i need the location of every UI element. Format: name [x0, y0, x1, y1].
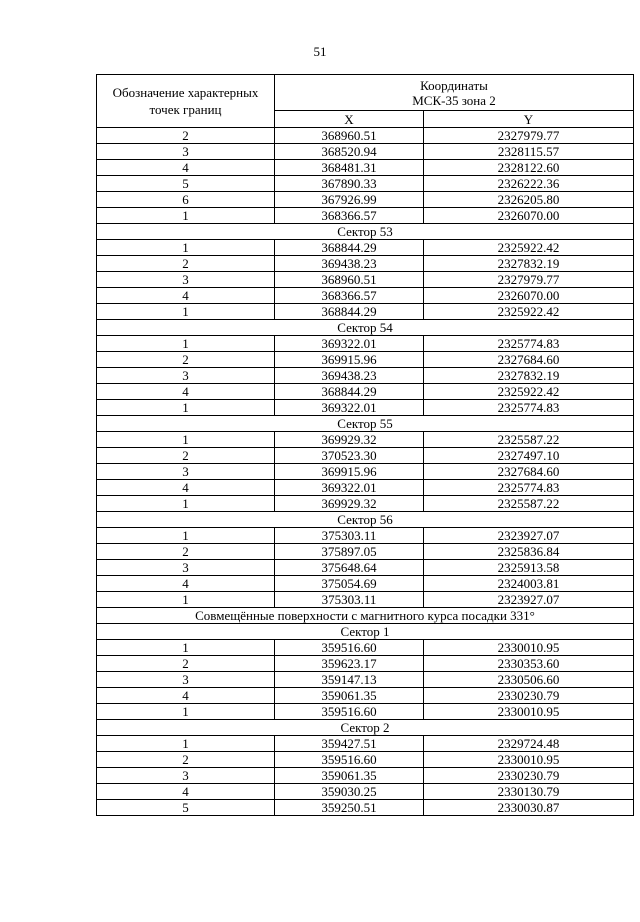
table-row [97, 656, 634, 672]
point-number-cell: 2 [97, 448, 275, 464]
y-coordinate-cell: 2327684.60 [424, 464, 634, 480]
x-coordinate-cell: 369915.96 [275, 352, 424, 368]
point-number-cell: 1 [97, 432, 275, 448]
point-number-cell: 1 [97, 736, 275, 752]
point-number-cell: 3 [97, 144, 275, 160]
y-coordinate-cell: 2325922.42 [424, 384, 634, 400]
x-coordinate-cell: 359516.60 [275, 640, 424, 656]
point-number-cell: 2 [97, 256, 275, 272]
point-number-cell: 6 [97, 192, 275, 208]
x-coordinate-cell: 359516.60 [275, 752, 424, 768]
y-coordinate-cell: 2330130.79 [424, 784, 634, 800]
table-row [97, 160, 634, 176]
x-coordinate-cell: 368844.29 [275, 384, 424, 400]
coordinates-table [96, 74, 634, 816]
coordinates-header [275, 75, 634, 111]
section-row [97, 224, 634, 240]
x-coordinate-cell: 367890.33 [275, 176, 424, 192]
coordinates-header-line1: Координаты [420, 77, 488, 93]
table-row [97, 128, 634, 144]
point-number-cell: 3 [97, 672, 275, 688]
point-number-cell: 2 [97, 352, 275, 368]
table-row [97, 448, 634, 464]
table-row [97, 800, 634, 816]
x-coordinate-cell: 370523.30 [275, 448, 424, 464]
y-coordinate-cell: 2330010.95 [424, 640, 634, 656]
section-row [97, 720, 634, 736]
y-coordinate-cell: 2330010.95 [424, 752, 634, 768]
y-coordinate-cell: 2327979.77 [424, 272, 634, 288]
point-number-cell: 3 [97, 560, 275, 576]
y-coordinate-cell: 2327979.77 [424, 128, 634, 144]
point-number-cell: 4 [97, 784, 275, 800]
section-label: Сектор 54 [97, 320, 634, 336]
x-coordinate-cell: 375054.69 [275, 576, 424, 592]
x-coordinate-cell: 368520.94 [275, 144, 424, 160]
y-coordinate-cell: 2327497.10 [424, 448, 634, 464]
y-coordinate-cell: 2330230.79 [424, 768, 634, 784]
point-number-cell: 2 [97, 128, 275, 144]
y-coordinate-cell: 2329724.48 [424, 736, 634, 752]
table-row [97, 592, 634, 608]
table-row [97, 256, 634, 272]
point-number-cell: 4 [97, 688, 275, 704]
point-number-cell: 4 [97, 384, 275, 400]
x-coordinate-cell: 368366.57 [275, 208, 424, 224]
x-coordinate-cell: 367926.99 [275, 192, 424, 208]
x-coordinate-cell: 359030.25 [275, 784, 424, 800]
x-coordinate-cell: 368960.51 [275, 272, 424, 288]
y-coordinate-cell: 2327684.60 [424, 352, 634, 368]
point-number-cell: 1 [97, 640, 275, 656]
point-number-cell: 3 [97, 464, 275, 480]
point-number-cell: 3 [97, 768, 275, 784]
point-number-cell: 4 [97, 576, 275, 592]
y-coordinate-cell: 2325922.42 [424, 304, 634, 320]
y-coordinate-cell: 2328115.57 [424, 144, 634, 160]
y-coordinate-cell: 2330030.87 [424, 800, 634, 816]
section-label: Сектор 56 [97, 512, 634, 528]
section-label: Сектор 53 [97, 224, 634, 240]
section-label: Сектор 1 [97, 624, 634, 640]
x-coordinate-cell: 369929.32 [275, 432, 424, 448]
x-coordinate-cell: 359061.35 [275, 688, 424, 704]
y-coordinate-cell: 2325774.83 [424, 480, 634, 496]
x-coordinate-cell: 359623.17 [275, 656, 424, 672]
table-row [97, 192, 634, 208]
x-coordinate-cell: 368960.51 [275, 128, 424, 144]
table-row [97, 432, 634, 448]
y-coordinate-cell: 2325774.83 [424, 336, 634, 352]
section-label: Сектор 55 [97, 416, 634, 432]
y-coordinate-cell: 2323927.07 [424, 592, 634, 608]
section-row [97, 320, 634, 336]
table-header-row [97, 75, 634, 111]
section-label: Сектор 2 [97, 720, 634, 736]
table-row [97, 752, 634, 768]
x-coordinate-cell: 359250.51 [275, 800, 424, 816]
y-coordinate-cell: 2330506.60 [424, 672, 634, 688]
table-row [97, 384, 634, 400]
point-number-cell: 1 [97, 528, 275, 544]
point-number-cell: 5 [97, 176, 275, 192]
point-number-cell: 3 [97, 272, 275, 288]
y-coordinate-cell: 2325774.83 [424, 400, 634, 416]
point-number-cell: 1 [97, 704, 275, 720]
x-coordinate-cell: 375303.11 [275, 528, 424, 544]
y-coordinate-cell: 2328122.60 [424, 160, 634, 176]
coordinates-header-line2: МСК-35 зона 2 [412, 92, 496, 108]
y-coordinate-cell: 2324003.81 [424, 576, 634, 592]
table-row [97, 784, 634, 800]
x-coordinate-cell: 369322.01 [275, 400, 424, 416]
page-number: 51 [313, 44, 327, 59]
table-row [97, 368, 634, 384]
section-label: Совмещённые поверхности с магнитного курса посадки 331° [97, 608, 634, 624]
table-body [97, 128, 634, 816]
y-coordinate-cell: 2325922.42 [424, 240, 634, 256]
table-row [97, 560, 634, 576]
x-coordinate-cell: 359061.35 [275, 768, 424, 784]
point-number-cell: 2 [97, 656, 275, 672]
y-coordinate-cell: 2325587.22 [424, 432, 634, 448]
table-row [97, 240, 634, 256]
point-number-cell: 2 [97, 752, 275, 768]
section-row [97, 608, 634, 624]
y-coordinate-cell: 2327832.19 [424, 256, 634, 272]
x-column-header: X [275, 111, 424, 128]
point-number-cell: 4 [97, 288, 275, 304]
table-row [97, 304, 634, 320]
table-row [97, 176, 634, 192]
table-row [97, 464, 634, 480]
y-coordinate-cell: 2323927.07 [424, 528, 634, 544]
point-number-cell: 2 [97, 544, 275, 560]
y-coordinate-cell: 2327832.19 [424, 368, 634, 384]
table-row [97, 480, 634, 496]
section-row [97, 624, 634, 640]
x-coordinate-cell: 369322.01 [275, 336, 424, 352]
y-coordinate-cell: 2326222.36 [424, 176, 634, 192]
y-coordinate-cell: 2325913.58 [424, 560, 634, 576]
point-number-cell: 1 [97, 336, 275, 352]
table-row [97, 208, 634, 224]
table-row [97, 672, 634, 688]
x-coordinate-cell: 369915.96 [275, 464, 424, 480]
x-coordinate-cell: 369322.01 [275, 480, 424, 496]
x-coordinate-cell: 375897.05 [275, 544, 424, 560]
table-row [97, 688, 634, 704]
x-coordinate-cell: 359516.60 [275, 704, 424, 720]
table-row [97, 736, 634, 752]
y-coordinate-cell: 2325587.22 [424, 496, 634, 512]
point-number-cell: 1 [97, 208, 275, 224]
x-coordinate-cell: 359147.13 [275, 672, 424, 688]
section-row [97, 512, 634, 528]
table-row [97, 496, 634, 512]
table-row [97, 288, 634, 304]
x-coordinate-cell: 369438.23 [275, 368, 424, 384]
x-coordinate-cell: 359427.51 [275, 736, 424, 752]
y-coordinate-cell: 2326205.80 [424, 192, 634, 208]
x-coordinate-cell: 368844.29 [275, 304, 424, 320]
table-row [97, 640, 634, 656]
table-row [97, 544, 634, 560]
section-row [97, 416, 634, 432]
point-number-cell: 4 [97, 160, 275, 176]
y-coordinate-cell: 2330353.60 [424, 656, 634, 672]
point-number-cell: 3 [97, 368, 275, 384]
point-label-header: Обозначение характерных точек границ [97, 75, 275, 128]
point-number-cell: 1 [97, 496, 275, 512]
table-row [97, 704, 634, 720]
y-coordinate-cell: 2330010.95 [424, 704, 634, 720]
y-column-header: Y [424, 111, 634, 128]
table-row [97, 336, 634, 352]
point-number-cell: 1 [97, 240, 275, 256]
table-row [97, 144, 634, 160]
y-coordinate-cell: 2326070.00 [424, 288, 634, 304]
y-coordinate-cell: 2330230.79 [424, 688, 634, 704]
point-number-cell: 1 [97, 592, 275, 608]
table-row [97, 576, 634, 592]
table-row [97, 768, 634, 784]
y-coordinate-cell: 2326070.00 [424, 208, 634, 224]
point-number-cell: 5 [97, 800, 275, 816]
table-row [97, 352, 634, 368]
y-coordinate-cell: 2325836.84 [424, 544, 634, 560]
x-coordinate-cell: 368481.31 [275, 160, 424, 176]
x-coordinate-cell: 368844.29 [275, 240, 424, 256]
point-number-cell: 1 [97, 304, 275, 320]
x-coordinate-cell: 369929.32 [275, 496, 424, 512]
x-coordinate-cell: 375303.11 [275, 592, 424, 608]
point-number-cell: 1 [97, 400, 275, 416]
x-coordinate-cell: 368366.57 [275, 288, 424, 304]
x-coordinate-cell: 375648.64 [275, 560, 424, 576]
table-row [97, 400, 634, 416]
table-row [97, 528, 634, 544]
point-number-cell: 4 [97, 480, 275, 496]
table-row [97, 272, 634, 288]
x-coordinate-cell: 369438.23 [275, 256, 424, 272]
